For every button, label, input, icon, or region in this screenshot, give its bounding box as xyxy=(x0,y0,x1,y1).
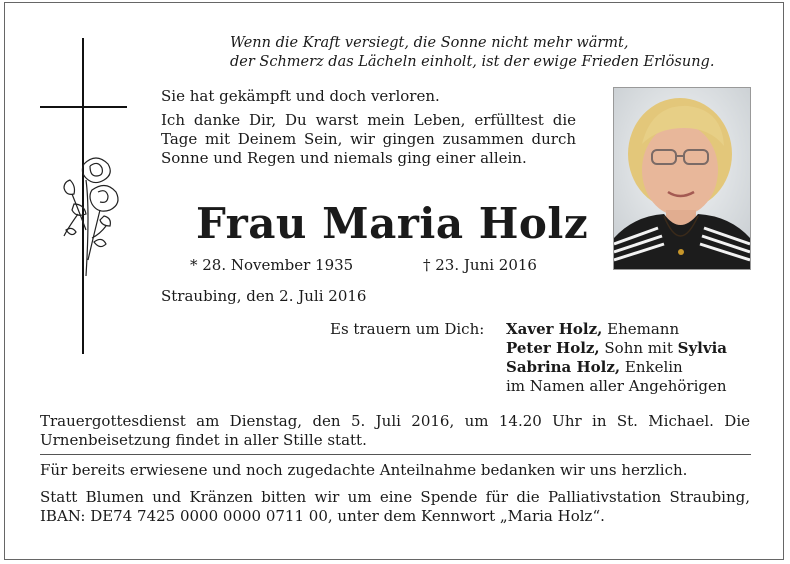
deceased-name: Frau Maria Holz xyxy=(196,199,589,248)
thanks-text: Ich danke Dir, Du warst mein Leben, erfülltest die Tage mit Deinem Sein, wir gingen zusammen durch Sonne und Regen und niemals ging einer allein. xyxy=(161,111,576,167)
birth-date: * 28. November 1935 xyxy=(190,256,354,274)
mourner-row xyxy=(506,358,727,377)
motto xyxy=(230,34,750,72)
cross-horizontal-bar xyxy=(40,106,127,108)
death-date: † 23. Juni 2016 xyxy=(423,256,537,274)
roses-icon xyxy=(56,144,126,284)
mourner-name: Peter Holz, xyxy=(506,339,600,357)
mourner-name: Xaver Holz, xyxy=(506,320,603,338)
mourner-row xyxy=(506,320,727,339)
lead-line: Sie hat gekämpft und doch verloren. xyxy=(161,87,440,105)
mourner-name: Sylvia xyxy=(677,339,728,357)
mourner-row xyxy=(506,339,727,358)
mourner-relation: Sohn mit xyxy=(599,339,678,357)
mourner-relation: Enkelin xyxy=(620,358,683,376)
service-text: Trauergottesdienst am Dienstag, den 5. Juli 2016, um 14.20 Uhr in St. Michael. Die Urnenbeisetzung findet in aller Stille statt. xyxy=(40,412,750,449)
mourners-label: Es trauern um Dich: xyxy=(330,320,485,338)
donation-text: Statt Blumen und Kränzen bitten wir um eine Spende für die Palliativstation Straubing, IBAN: DE74 7425 0000 0000 0711 00, unter dem Kennwort „Maria Holz“. xyxy=(40,488,750,525)
motto-line-1: Wenn die Kraft versiegt, die Sonne nicht mehr wärmt, xyxy=(230,35,629,51)
divider xyxy=(40,454,751,455)
place-and-date: Straubing, den 2. Juli 2016 xyxy=(161,287,367,305)
portrait-photo xyxy=(613,87,751,270)
closing-text: Für bereits erwiesene und noch zugedachte Anteilnahme bedanken wir uns herzlich. xyxy=(40,461,688,479)
mourners-list xyxy=(506,320,727,396)
mourner-row: im Namen aller Angehörigen xyxy=(506,377,727,395)
mourner-relation: Ehemann xyxy=(602,320,680,338)
motto-line-2: der Schmerz das Lächeln einholt, ist der ewige Frieden Erlösung. xyxy=(230,54,715,70)
mourner-name: Sabrina Holz, xyxy=(506,358,621,376)
